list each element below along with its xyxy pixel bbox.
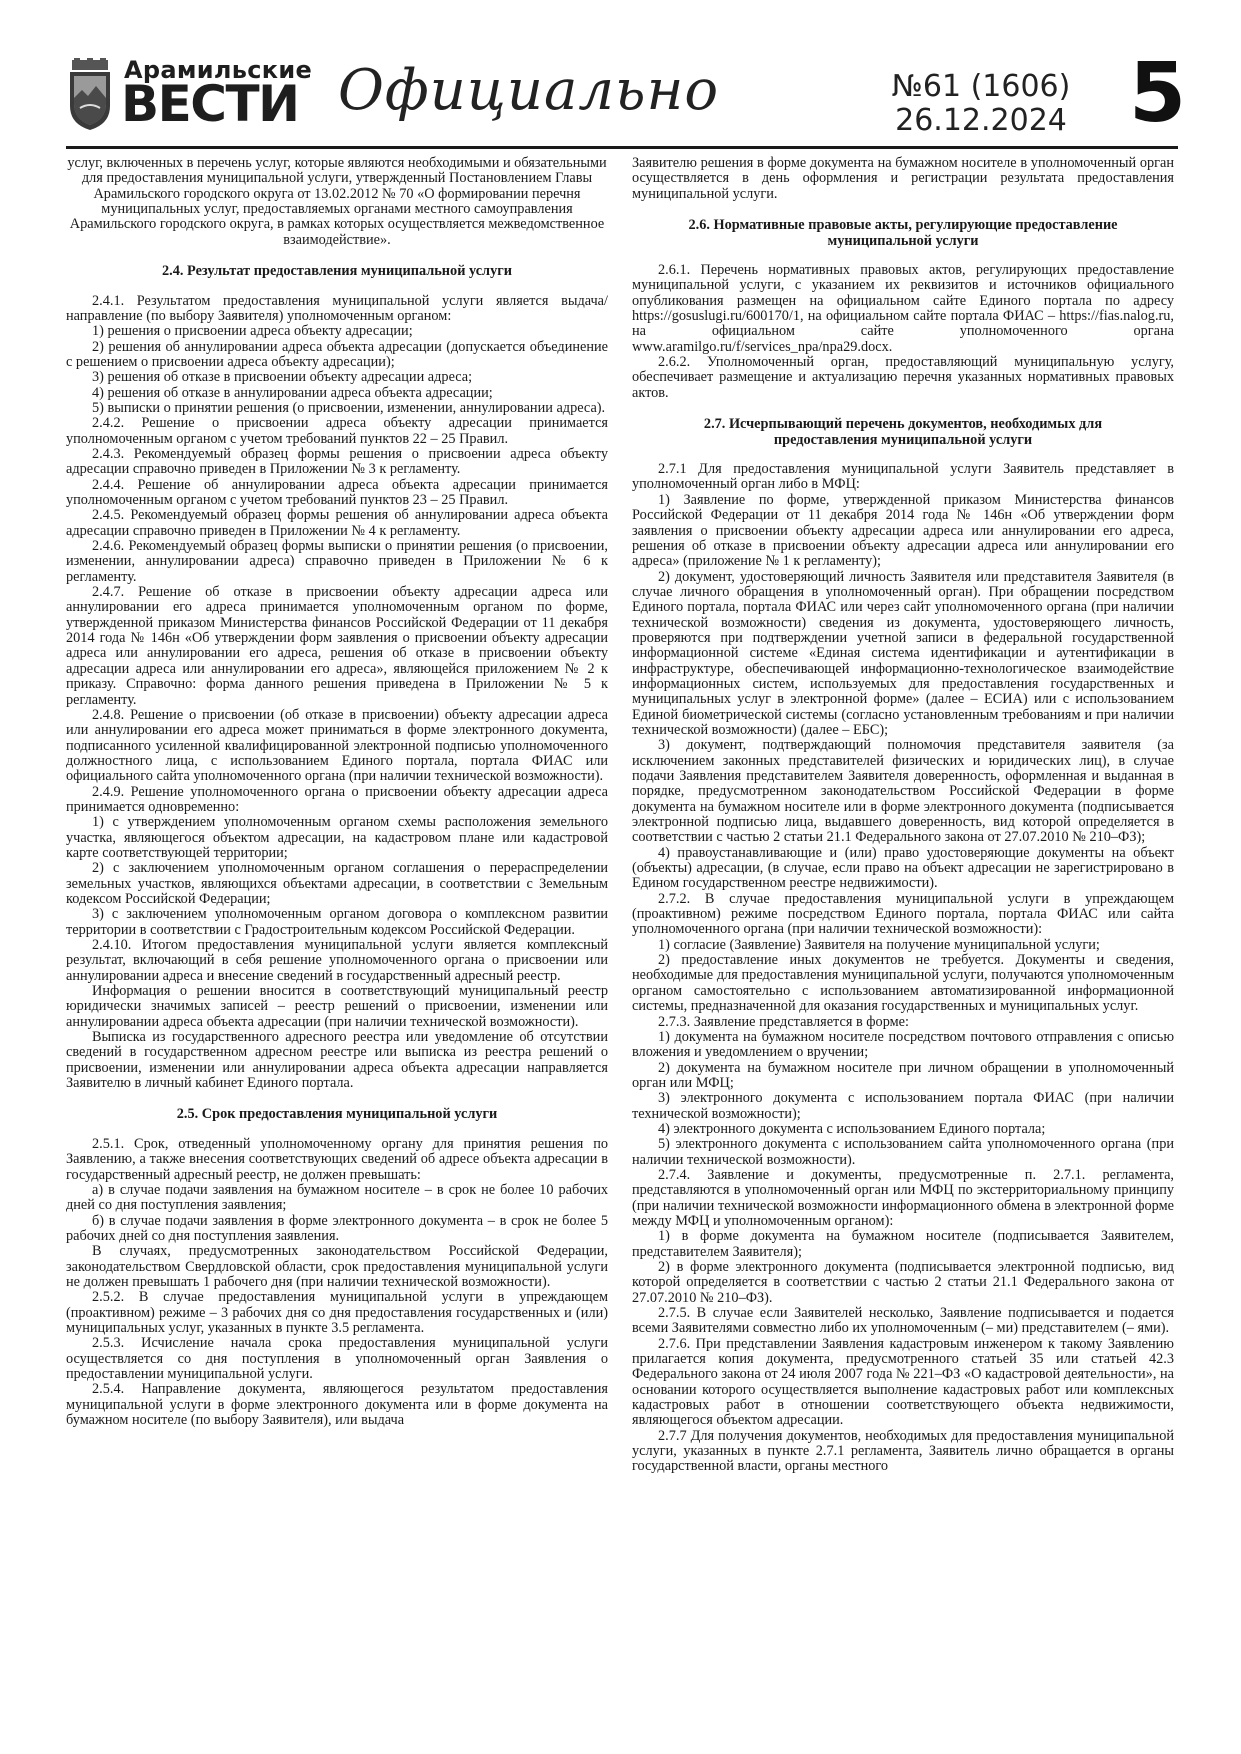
logo-top-text: Арамильские bbox=[124, 56, 313, 84]
paragraph: 2.7.6. При представлении Заявления кадастровым инженером к такому Заявлению прилагается копия документа, предусмотренного статьей 35 или статьей 42.3 Федерального закона от 24 июля 2007 года № 221–ФЗ «О кадастровой деятельности», на основании которого осуществляется выполнение кадастровых работ или комплексных кадастровых работ в отношении соответствующего объекта недвижимости, являющегося объектом адресации. bbox=[632, 1335, 1174, 1429]
paragraph: 2.5.3. Исчисление начала срока предоставления муниципальной услуги осуществляется со дня поступления в уполномоченный орган Заявления о предоставлении муниципальной услуги. bbox=[66, 1335, 608, 1383]
right-column bbox=[632, 156, 1174, 1736]
paragraph: 2.6.2. Уполномоченный орган, предоставляющий муниципальную услугу, обеспечивает размещение и актуализацию перечня указанных нормативных правовых актов. bbox=[632, 354, 1174, 401]
paragraph: 2.7.2. В случае предоставления муниципальной услуги в упреждающем (проактивном) режиме посредством Единого портала, портала ФИАС или сайта уполномоченного органа (при наличии технической возможности): bbox=[632, 890, 1174, 938]
paragraph: 2.5.4. Направление документа, являющегося результатом предоставления муниципальной услуги в форме электронного документа или в форме документа на бумажном носителе (по выбору Заявителя), или выдача bbox=[66, 1381, 608, 1429]
list-item: 5) выписки о принятии решения (о присвоении, изменении, аннулировании адреса). bbox=[92, 399, 606, 416]
newspaper-logo bbox=[66, 56, 313, 140]
paragraph: 2.4.10. Итогом предоставления муниципальной услуги является комплексный результат, включающий в себя решение уполномоченного органа о присвоении или аннулировании адреса и внесение сведений в государственный адресный реестр. bbox=[66, 937, 608, 984]
list-item: 4) электронного документа с использованием Единого портала; bbox=[658, 1120, 1046, 1137]
paragraph: 2.7.5. В случае если Заявителей несколько, Заявление подписывается и подается всеми Заявителями совместно либо их уполномоченным (– ми) представителем (– ями). bbox=[632, 1305, 1174, 1337]
list-item: 2) в форме электронного документа (подписывается электронной подписью, вид которой определяется в соответствии с частью 2 статьи 21.1 Федерального закона от 27.07.2010 № 210–ФЗ). bbox=[632, 1259, 1174, 1306]
paragraph: 2.6.1. Перечень нормативных правовых актов, регулирующих предоставление муниципальной услуги, с указанием их реквизитов и источников официального опубликования размещен на официальном сайте Единого портала по адресу https://gosuslugi.ru/600170/1, на официальном сайте портала ФИАС – https://fias.nalog.ru, на официальном сайте уполномоченного органа www.aramilgo.ru/f/services_npa/npa29.docx. bbox=[632, 262, 1174, 355]
paragraph: 2.4.6. Рекомендуемый образец формы выписки о принятии решения (о присвоении, изменении, аннулировании адреса) справочно приведен в Приложении № 6 к регламенту. bbox=[66, 538, 608, 585]
list-item: 3) решения об отказе в присвоении объекту адресации адреса; bbox=[92, 369, 473, 386]
list-item: 4) правоустанавливающие и (или) право удостоверяющие документы на объект (объекты) адресации, (в случае, если право на объект адресации не зарегистрировано в Едином государственном реестре недвижимости). bbox=[632, 844, 1174, 892]
section-heading-2-6: 2.6. Нормативные правовые акты, регулирующие предоставление муниципальной услуги bbox=[688, 217, 1118, 249]
paragraph: 2.4.4. Решение об аннулировании адреса объекта адресации принимается уполномоченным органом с учетом требований пунктов 23 – 25 Правил. bbox=[66, 476, 608, 509]
section-title: Официально bbox=[338, 58, 720, 123]
paragraph: 2.7.7 Для получения документов, необходимых для предоставления муниципальной услуги, указанных в пункте 2.7.1 регламента, Заявитель лично обращается в органы государственной власти, органы местного bbox=[632, 1427, 1174, 1475]
list-item: 2) документа на бумажном носителе при личном обращении в уполномоченный орган или МФЦ; bbox=[632, 1059, 1174, 1091]
list-item: а) в случае подачи заявления на бумажном носителе – в срок не более 10 рабочих дней со дня поступления заявления; bbox=[66, 1181, 608, 1214]
paragraph: Информация о решении вносится в соответствующий муниципальный реестр юридически значимых записей – реестр решений о присвоении, изменении или аннулировании адреса объекта адресации (при наличии технической возможности). bbox=[66, 983, 608, 1030]
issue-date: 26.12.2024 bbox=[895, 103, 1067, 138]
paragraph: 2.4.3. Рекомендуемый образец формы решения о присвоении адреса объекту адресации справочно приведен в Приложении № 3 к регламенту. bbox=[66, 446, 608, 478]
list-item: 1) документа на бумажном носителе посредством почтового отправления с описью вложения и уведомлением о вручении; bbox=[632, 1028, 1174, 1061]
paragraph: Выписка из государственного адресного реестра или уведомление об отсутствии сведений в государственном адресном реестре или выписка из реестра решений о присвоении, изменении или аннулировании адреса объекта адресации направляется Заявителю в личный кабинет Единого портала. bbox=[66, 1029, 608, 1092]
paragraph: 2.5.2. В случае предоставления муниципальной услуги в упреждающем (проактивном) режиме – 3 рабочих дня со дня предоставления государственных и (или) муниципальных услуг, указанных в пункте 3.5 регламента. bbox=[66, 1289, 608, 1337]
crest-icon bbox=[66, 58, 114, 132]
issue-info bbox=[876, 70, 1086, 138]
logo-main-text: ВЕСТИ bbox=[121, 75, 299, 133]
list-item: 4) решения об отказе в аннулировании адреса объекта адресации; bbox=[92, 384, 493, 401]
paragraph: 2.7.4. Заявление и документы, предусмотренные п. 2.7.1. регламента, представляются в уполномоченный орган или МФЦ по экстерриториальному принципу (при наличии технической возможности информационного обмена в электронной форме между МФЦ и уполномоченным органом): bbox=[632, 1166, 1174, 1229]
issue-number: №61 (1606) bbox=[891, 69, 1071, 104]
paragraph: 2.4.1. Результатом предоставления муниципальной услуги является выдача/направление (по выбору Заявителя) уполномоченным органом: bbox=[66, 292, 608, 324]
list-item: 2) решения об аннулировании адреса объекта адресации (допускается объединение с решением о присвоении адреса объекту адресации); bbox=[66, 338, 608, 370]
section-heading-2-5: 2.5. Срок предоставления муниципальной услуги bbox=[176, 1106, 498, 1123]
list-item: 1) с утверждением уполномоченным органом схемы расположения земельного участка, являющегося объектом адресации, на кадастровом плане или кадастровой карте соответствующей территории; bbox=[66, 814, 608, 861]
list-item: б) в случае подачи заявления в форме электронного документа – в срок не более 5 рабочих дней со дня поступления заявления. bbox=[66, 1212, 608, 1244]
list-item: 1) согласие (Заявление) Заявителя на получение муниципальной услуги; bbox=[658, 936, 1100, 953]
section-heading-2-4: 2.4. Результат предоставления муниципальной услуги bbox=[162, 263, 512, 280]
paragraph: Заявителю решения в форме документа на бумажном носителе в уполномоченный орган осуществляется в день оформления и регистрации результата предоставления муниципальной услуги. bbox=[632, 156, 1174, 202]
list-item: 3) документ, подтверждающий полномочия представителя заявителя (за исключением законных представителей физических и юридических лиц), в случае подачи Заявления представителем Заявителя доверенность, оформленная и выданная в порядке, предусмотренном законодательством Российской Федерации в форме документа на бумажном носителе или в форме электронного документа (подписывается электронной подписью лица, выдавшего доверенность, вид которой определяется в соответствии с частью 2 статьи 21.1 Федерального закона от 27.07.2010 № 210–ФЗ); bbox=[632, 737, 1174, 846]
list-item: 1) в форме документа на бумажном носителе (подписывается Заявителем, представителем Заявителя); bbox=[632, 1228, 1174, 1260]
list-item: 2) предоставление иных документов не требуется. Документы и сведения, необходимые для предоставления муниципальной услуги, получаются уполномоченным органом самостоятельно с использованием автоматизированной информационной системы, предназначенной для оказания государственных и муниципальных услуг. bbox=[632, 952, 1174, 1015]
paragraph: услуг, включенных в перечень услуг, которые являются необходимыми и обязательными для предоставления муниципальной услуги, утвержденный Постановлением Главы Арамильского городского округа от 13.02.2012 № 70 «О формировании перечня муниципальных услуг, предоставляемых органами местного самоуправления Арамильского городского округа, в рамках которых осуществляется межведомственное взаимодействие». bbox=[67, 156, 607, 248]
page-number: 5 bbox=[1128, 46, 1186, 141]
list-item: 2) документ, удостоверяющий личность Заявителя или представителя Заявителя (в случае личного обращения в уполномоченный орган). При обращении посредством Единого портала, портала ФИАС или через сайт уполномоченного органа (при наличии технической возможности) сведения из документа, удостоверяющего личность, проверяются при подтверждении учетной записи в федеральной государственной информационной системе «Единая система идентификации и аутентификации в инфраструктуре, обеспечивающей информационно-технологическое взаимодействие информационных систем, используемых для предоставления государственных и муниципальных услуг в электронной форме» (далее – ЕСИА) или с использованием Единой биометрической системы (согласно установленным требованиям и при наличии технической возможности) (далее – ЕБС); bbox=[632, 568, 1174, 738]
list-item: 1) Заявление по форме, утвержденной приказом Министерства финансов Российской Федерации от 11 декабря 2014 года № 146н «Об утверждении форм заявления о присвоении объекту адресации адреса или аннулировании его адреса, решения об отказе в присвоении объекту адресации адреса или аннулировании его адреса» (приложение № 1 к регламенту); bbox=[632, 491, 1174, 570]
section-heading-2-7: 2.7. Исчерпывающий перечень документов, необходимых для предоставления муниципальной услуги bbox=[703, 416, 1103, 448]
paragraph: В случаях, предусмотренных законодательством Российской Федерации, законодательством Свердловской области, срок предоставления муниципальной услуги не должен превышать 1 рабочего дня (при наличии технической возможности). bbox=[66, 1243, 608, 1291]
left-column bbox=[66, 156, 608, 1736]
paragraph: 2.4.8. Решение о присвоении (об отказе в присвоении) объекту адресации адреса или аннулировании его адреса может приниматься в форме электронного документа, подписанного усиленной квалифицированной электронной подписью уполномоченного должностного лица, с использованием Единого портала, портала ФИАС или официального сайта уполномоченного органа (при наличии технической возможности). bbox=[66, 706, 608, 785]
paragraph: 2.4.5. Рекомендуемый образец формы решения об аннулировании адреса объекта адресации справочно приведен в Приложении № 4 к регламенту. bbox=[66, 507, 608, 539]
paragraph: 2.4.9. Решение уполномоченного органа о присвоении объекту адресации адреса принимается одновременно: bbox=[66, 783, 608, 815]
list-item: 2) с заключением уполномоченным органом соглашения о перераспределении земельных участков, являющихся объектами адресации, в соответствии с Земельным кодексом Российской Федерации; bbox=[66, 860, 608, 907]
paragraph: 2.4.2. Решение о присвоении адреса объекту адресации принимается уполномоченным органом с учетом требований пунктов 22 – 25 Правил. bbox=[66, 415, 608, 447]
masthead bbox=[66, 46, 1186, 141]
paragraph: 2.7.1 Для предоставления муниципальной услуги Заявитель представляет в уполномоченный орган либо в МФЦ: bbox=[632, 461, 1174, 493]
header-divider bbox=[66, 146, 1178, 149]
list-item: 1) решения о присвоении адреса объекту адресации; bbox=[92, 323, 413, 340]
paragraph: 2.4.7. Решение об отказе в присвоении объекту адресации адреса или аннулировании его адреса принимается уполномоченным органом по форме, утвержденной приказом Министерства финансов Российской Федерации от 11 декабря 2014 года № 146н «Об утверждении форм заявления о присвоении объекту адресации адреса или аннулировании его адреса, решения об отказе в присвоении объекту адресации адреса или аннулировании его адреса», являющейся приложением № 2 к приказу. Справочно: форма данного решения приведена в Приложении № 5 к регламенту. bbox=[66, 584, 608, 708]
list-item: 3) с заключением уполномоченным органом договора о комплексном развитии территории в соответствии с Градостроительным кодексом Российской Федерации. bbox=[66, 906, 608, 938]
list-item: 3) электронного документа с использованием портала ФИАС (при наличии технической возможности); bbox=[632, 1090, 1174, 1122]
paragraph: 2.5.1. Срок, отведенный уполномоченному органу для принятия решения по Заявлению, а также внесения соответствующих сведений об адресе объекта адресации в государственный адресный реестр, не должен превышать: bbox=[66, 1135, 608, 1183]
paragraph: 2.7.3. Заявление представляется в форме: bbox=[658, 1013, 910, 1030]
list-item: 5) электронного документа с использованием сайта уполномоченного органа (при наличии технической возможности). bbox=[632, 1136, 1174, 1168]
